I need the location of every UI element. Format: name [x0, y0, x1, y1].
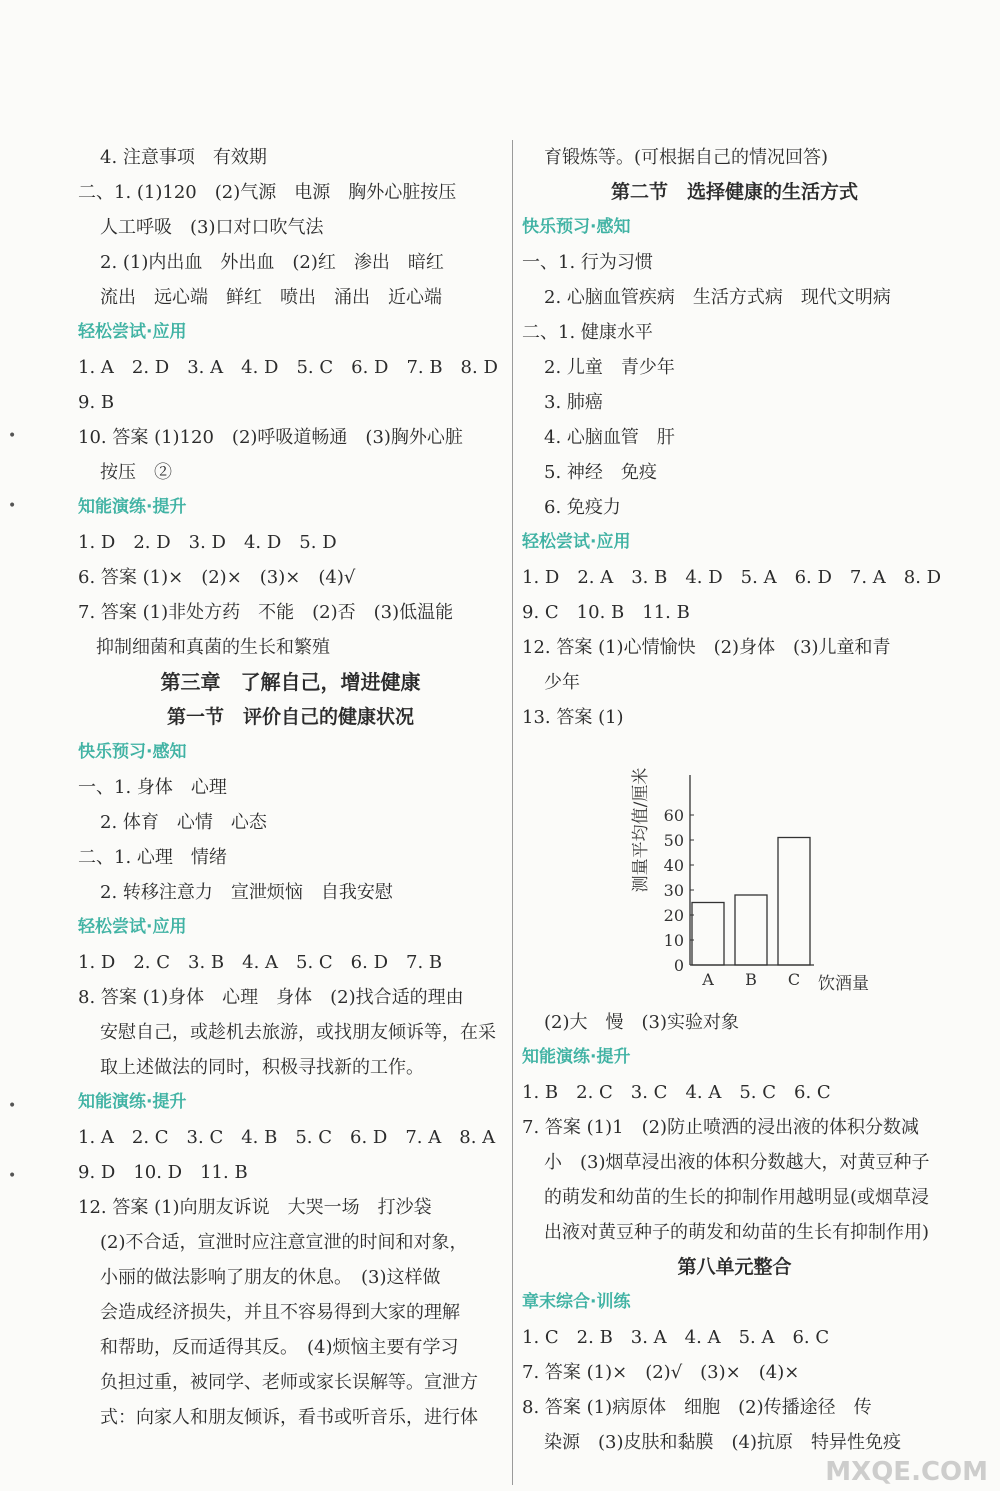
section-heading: 轻松尝试·应用 — [522, 532, 631, 552]
answer-line: 9. B — [78, 392, 115, 413]
section-title: 第一节 评价自己的健康状况 — [166, 706, 414, 728]
answer-line: 7. 答案 (1)非处方药 不能 (2)否 (3)低温能 — [78, 602, 454, 623]
answer-line: 和帮助，反而适得其反。 (4)烦恼主要有学习 — [100, 1337, 459, 1358]
answer-line: 7. 答案 (1)× (2)√ (3)× (4)× — [522, 1362, 800, 1383]
answer-line: 2. 体育 心情 心态 — [100, 812, 267, 833]
x-axis-label: 饮酒量 — [818, 974, 869, 994]
answer-line: 4. 注意事项 有效期 — [100, 147, 267, 168]
answer-line: 4. 心脑血管 肝 — [544, 427, 675, 448]
watermark: MXQE.COM — [825, 1457, 988, 1487]
answer-line: 安慰自己，或趁机去旅游，或找朋友倾诉等，在采 — [100, 1022, 496, 1043]
section-heading: 轻松尝试·应用 — [78, 322, 187, 342]
answer-line: 12. 答案 (1)心情愉快 (2)身体 (3)儿童和青 — [522, 637, 891, 658]
y-tick-label: 10 — [663, 931, 684, 950]
answer-line: 9. D 10. D 11. B — [78, 1162, 248, 1183]
answer-line: 负担过重，被同学、老师或家长误解等。宣泄方 — [100, 1372, 478, 1393]
answer-line: 9. C 10. B 11. B — [522, 602, 690, 623]
section-heading: 快乐预习·感知 — [78, 742, 187, 762]
section-title: 第二节 选择健康的生活方式 — [610, 181, 858, 203]
binding-mark: • — [8, 1098, 17, 1114]
answer-line: 人工呼吸 (3)口对口吹气法 — [100, 217, 324, 238]
section-heading: 知能演练·提升 — [78, 497, 187, 517]
answer-line: 8. 答案 (1)身体 心理 身体 (2)找合适的理由 — [78, 987, 464, 1008]
answer-line: 1. D 2. C 3. B 4. A 5. C 6. D 7. B — [78, 952, 443, 973]
answer-line: 1. D 2. D 3. D 4. D 5. D — [78, 532, 337, 553]
answer-line: 2. 转移注意力 宣泄烦恼 自我安慰 — [100, 882, 393, 903]
answer-line: 流出 远心端 鲜红 喷出 涌出 近心端 — [100, 287, 442, 308]
answer-line: 7. 答案 (1)1 (2)防止喷洒的浸出液的体积分数减 — [522, 1117, 920, 1138]
answer-line: 染源 (3)皮肤和黏膜 (4)抗原 特异性免疫 — [544, 1432, 901, 1453]
answer-line: 13. 答案 (1) — [522, 707, 624, 728]
chapter-title: 第三章 了解自己，增进健康 — [160, 670, 421, 694]
answer-line: 一、1. 行为习惯 — [522, 252, 653, 273]
x-tick-label: C — [787, 970, 801, 989]
answer-line: 1. A 2. C 3. C 4. B 5. C 6. D 7. A 8. A — [78, 1127, 496, 1148]
answer-line: 8. 答案 (1)病原体 细胞 (2)传播途径 传 — [522, 1397, 872, 1418]
answer-line: 会造成经济损失，并且不容易得到大家的理解 — [100, 1302, 460, 1323]
answer-line: 二、1. (1)120 (2)气源 电源 胸外心脏按压 — [78, 182, 457, 203]
binding-mark: • — [8, 428, 17, 444]
section-heading: 知能演练·提升 — [78, 1092, 187, 1112]
answer-line: (2)不合适，宣泄时应注意宣泄的时间和对象， — [100, 1232, 468, 1253]
answer-line: 5. 神经 免疫 — [544, 462, 657, 483]
section-heading: 知能演练·提升 — [522, 1047, 631, 1067]
answer-line: 取上述做法的同时，积极寻找新的工作。 — [100, 1057, 424, 1078]
answer-line: 二、1. 心理 情绪 — [78, 847, 227, 868]
section-heading: 章末综合·训练 — [522, 1292, 631, 1312]
answer-line: 的萌发和幼苗的生长的抑制作用越明显(或烟草浸 — [544, 1187, 930, 1208]
section-title: 第八单元整合 — [677, 1256, 792, 1278]
answer-line: 二、1. 健康水平 — [522, 322, 653, 343]
answer-line: 6. 答案 (1)× (2)× (3)× (4)√ — [78, 567, 356, 588]
answer-line: 出液对黄豆种子的萌发和幼苗的生长有抑制作用) — [544, 1222, 930, 1243]
answer-line: 3. 肺癌 — [544, 392, 603, 413]
y-tick-label: 40 — [663, 856, 684, 875]
chart-svg — [522, 735, 947, 1005]
bar-B — [735, 895, 767, 965]
bar-C — [778, 838, 810, 966]
right-column — [522, 140, 947, 1460]
x-tick-label: A — [702, 970, 714, 989]
answer-line: 1. D 2. A 3. B 4. D 5. A 6. D 7. A 8. D — [522, 567, 942, 588]
y-tick-label: 50 — [663, 831, 684, 850]
column-divider — [512, 140, 513, 1485]
answer-line: 抑制细菌和真菌的生长和繁殖 — [96, 637, 330, 658]
left-column — [78, 140, 503, 1435]
y-tick-label: 0 — [673, 956, 684, 975]
answer-line: 小丽的做法影响了朋友的休息。 (3)这样做 — [100, 1267, 441, 1288]
section-heading: 轻松尝试·应用 — [78, 917, 187, 937]
answer-line: 6. 免疫力 — [544, 497, 621, 518]
section-heading: 快乐预习·感知 — [522, 217, 631, 237]
answer-line: 2. 儿童 青少年 — [544, 357, 675, 378]
y-axis-label: 测量平均值/厘米 — [631, 767, 651, 893]
answer-line: 10. 答案 (1)120 (2)呼吸道畅通 (3)胸外心脏 — [78, 427, 463, 448]
answer-line: 12. 答案 (1)向朋友诉说 大哭一场 打沙袋 — [78, 1197, 432, 1218]
answer-line: 2. (1)内出血 外出血 (2)红 渗出 暗红 — [100, 252, 444, 273]
y-tick-label: 20 — [663, 906, 684, 925]
answer-line: (2)大 慢 (3)实验对象 — [544, 1012, 739, 1033]
bar-chart — [522, 735, 947, 1005]
x-tick-label: B — [745, 970, 757, 989]
answer-line: 1. C 2. B 3. A 4. A 5. A 6. C — [522, 1327, 830, 1348]
y-tick-label: 30 — [663, 881, 684, 900]
answer-line: 小 (3)烟草浸出液的体积分数越大，对黄豆种子 — [544, 1152, 930, 1173]
answer-line: 1. A 2. D 3. A 4. D 5. C 6. D 7. B 8. D — [78, 357, 498, 378]
binding-mark: • — [8, 1168, 17, 1184]
answer-line: 式：向家人和朋友倾诉，看书或听音乐，进行体 — [100, 1407, 478, 1428]
answer-line: 少年 — [544, 672, 580, 693]
answer-line: 一、1. 身体 心理 — [78, 777, 227, 798]
answer-line: 育锻炼等。(可根据自己的情况回答) — [544, 147, 829, 168]
answer-line: 按压 ② — [100, 462, 172, 483]
bar-A — [692, 903, 724, 966]
answer-line: 2. 心脑血管疾病 生活方式病 现代文明病 — [544, 287, 891, 308]
y-tick-label: 60 — [663, 806, 684, 825]
answer-line: 1. B 2. C 3. C 4. A 5. C 6. C — [522, 1082, 831, 1103]
binding-mark: • — [8, 498, 17, 514]
